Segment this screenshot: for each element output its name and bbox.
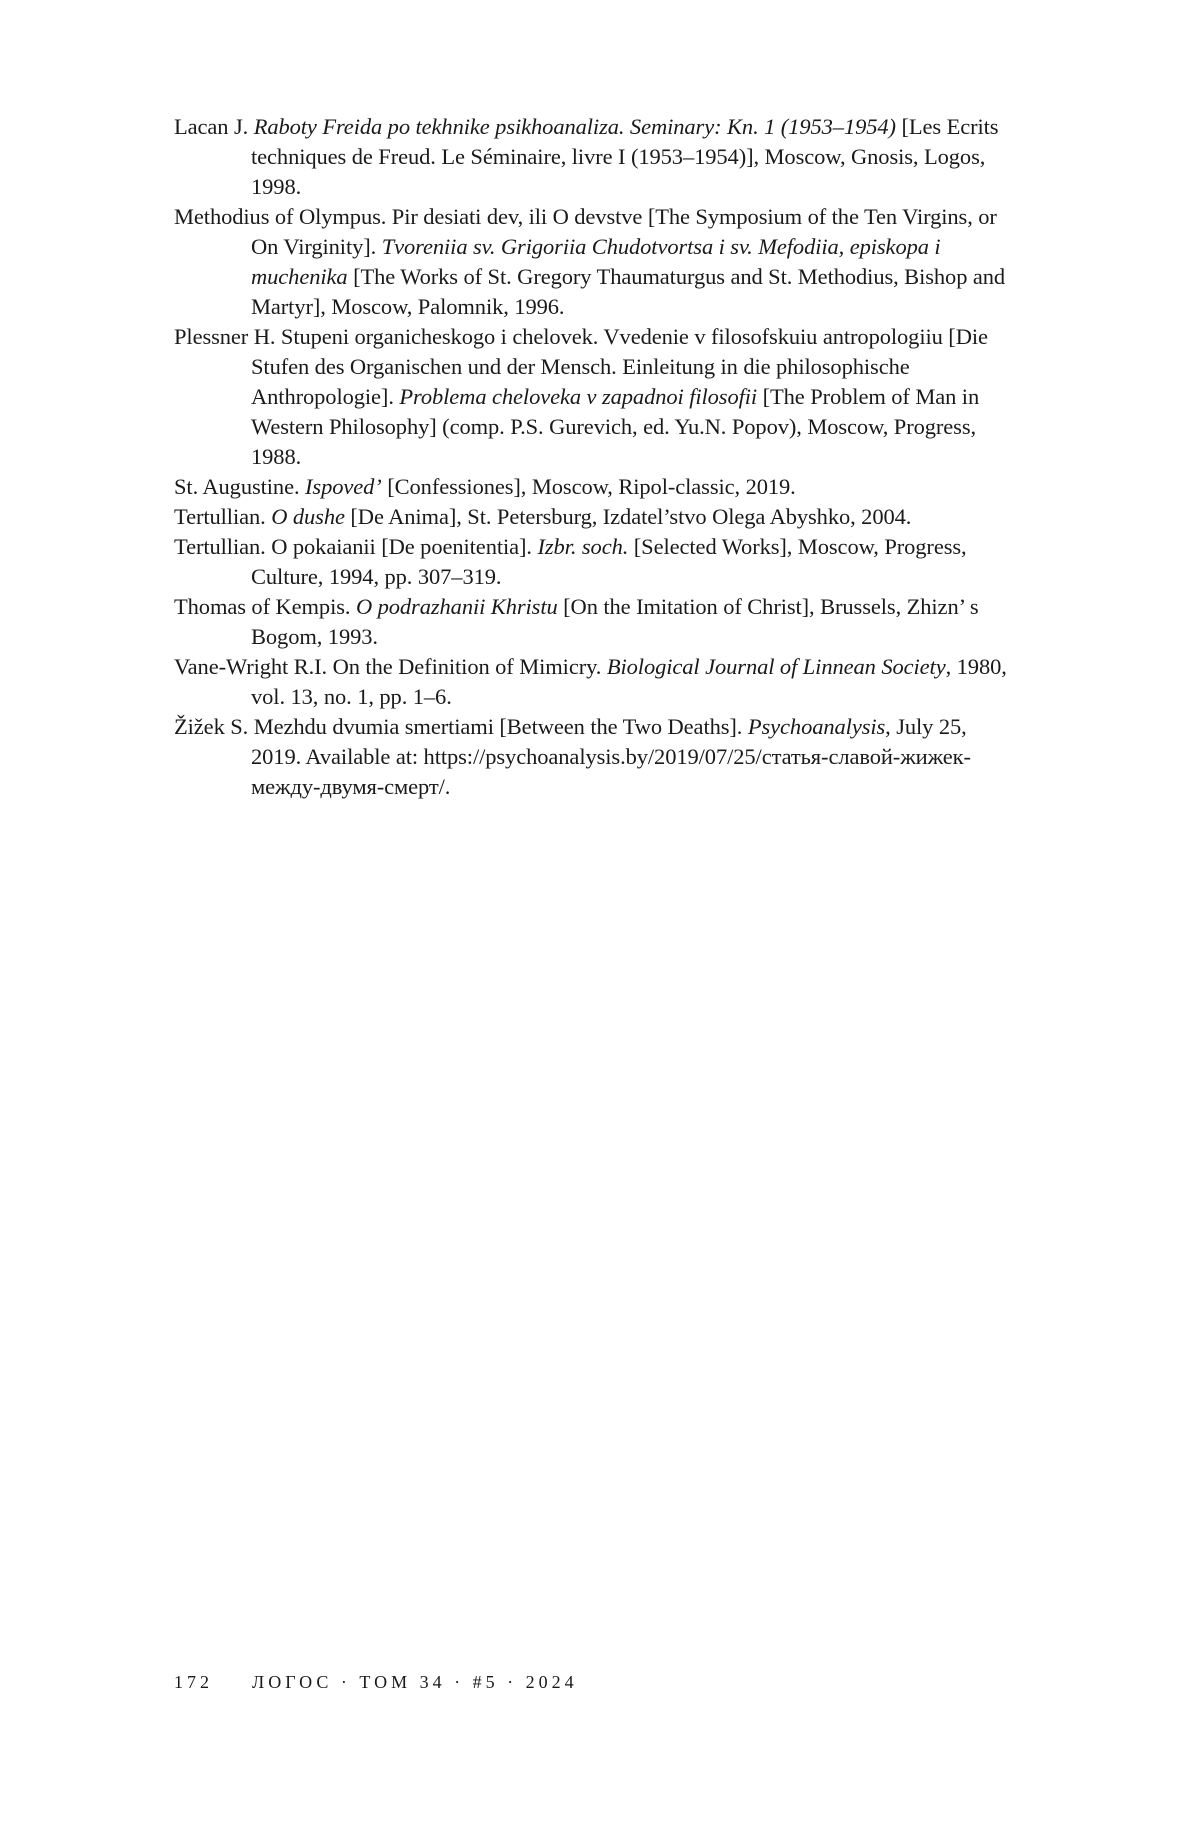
reference-text: Vane-Wright R.I. On the Definition of Mimicry.	[174, 654, 607, 679]
reference-text: [Les Ecrits techniques de Freud. Le Séminaire, livre I (1953–1954)], Moscow, Gnosis, Logos, 1998.	[251, 114, 999, 199]
reference-text: [Selected Works], Moscow, Progress, Culture, 1994, pp. 307–319.	[251, 534, 967, 589]
reference-text: Methodius of Olympus. Pir desiati dev, ili O devstve [The Symposium of the Ten Virgins, or On Virginity].	[174, 204, 997, 259]
page-footer	[174, 1672, 578, 1693]
reference-source-title: Problema cheloveka v zapadnoi filosofii	[399, 384, 758, 409]
reference-text: Žižek S. Mezhdu dvumia smertiami [Between the Two Deaths].	[174, 714, 748, 739]
reference-source-title: Psychoanalysis	[747, 714, 886, 739]
reference-text: Tertullian. O pokaianii [De poenitentia].	[174, 534, 538, 559]
reference-text: , 1980, vol. 13, no. 1, pp. 1–6.	[251, 654, 1007, 709]
reference-entry	[174, 592, 1014, 652]
reference-text: Plessner H. Stupeni organicheskogo i chelovek. Vvedenie v filosofskuiu antropologiiu [Die Stufen des Organischen und der Mensch. Einleitung in die philosophische Anthropologie].	[174, 324, 988, 409]
running-title: ЛОГОС · ТОМ 34 · #5 · 2024	[252, 1672, 578, 1692]
reference-text: Tertullian.	[174, 504, 272, 529]
reference-text: , July 25, 2019. Available at: https://psychoanalysis.by/2019/07/25/статья-славой-жижек-между-двумя-смерт/.	[251, 714, 971, 799]
reference-source-title: Ispoved’	[305, 474, 382, 499]
page-number: 172	[174, 1672, 213, 1692]
reference-text: [De Anima], St. Petersburg, Izdatel’stvo Olega Abyshko, 2004.	[344, 504, 912, 529]
reference-text: [The Works of St. Gregory Thaumaturgus and St. Methodius, Bishop and Martyr], Moscow, Palomnik, 1996.	[251, 264, 1006, 319]
reference-entry	[174, 112, 1014, 202]
reference-text: [Confessiones], Moscow, Ripol-classic, 2019.	[381, 474, 796, 499]
reference-source-title: Raboty Freida po tekhnike psikhoanaliza. Seminary: Kn. 1 (1953–1954)	[253, 114, 896, 139]
reference-source-title: Biological Journal of Linnean Society	[606, 654, 946, 679]
reference-entry	[174, 532, 1014, 592]
reference-entry	[174, 202, 1014, 322]
reference-text: St. Augustine.	[174, 474, 306, 499]
reference-entry	[174, 502, 1014, 532]
reference-entry	[174, 472, 1014, 502]
reference-entry	[174, 712, 1014, 802]
reference-list	[174, 112, 1014, 802]
reference-text: [On the Imitation of Christ], Brussels, Zhizn’ s Bogom, 1993.	[251, 594, 979, 649]
reference-source-title: Tvoreniia sv. Grigoriia Chudotvortsa i sv. Mefodiia, episkopa i muchenika	[251, 234, 941, 289]
reference-text: Lacan J.	[174, 114, 254, 139]
reference-entry	[174, 652, 1014, 712]
reference-source-title: Izbr. soch.	[537, 534, 629, 559]
reference-text: [The Problem of Man in Western Philosophy] (comp. P.S. Gurevich, ed. Yu.N. Popov), Moscow, Progress, 1988.	[251, 384, 980, 469]
reference-text: Thomas of Kempis.	[174, 594, 356, 619]
reference-source-title: O podrazhanii Khristu	[355, 594, 558, 619]
reference-entry	[174, 322, 1014, 472]
reference-source-title: O dushe	[271, 504, 345, 529]
